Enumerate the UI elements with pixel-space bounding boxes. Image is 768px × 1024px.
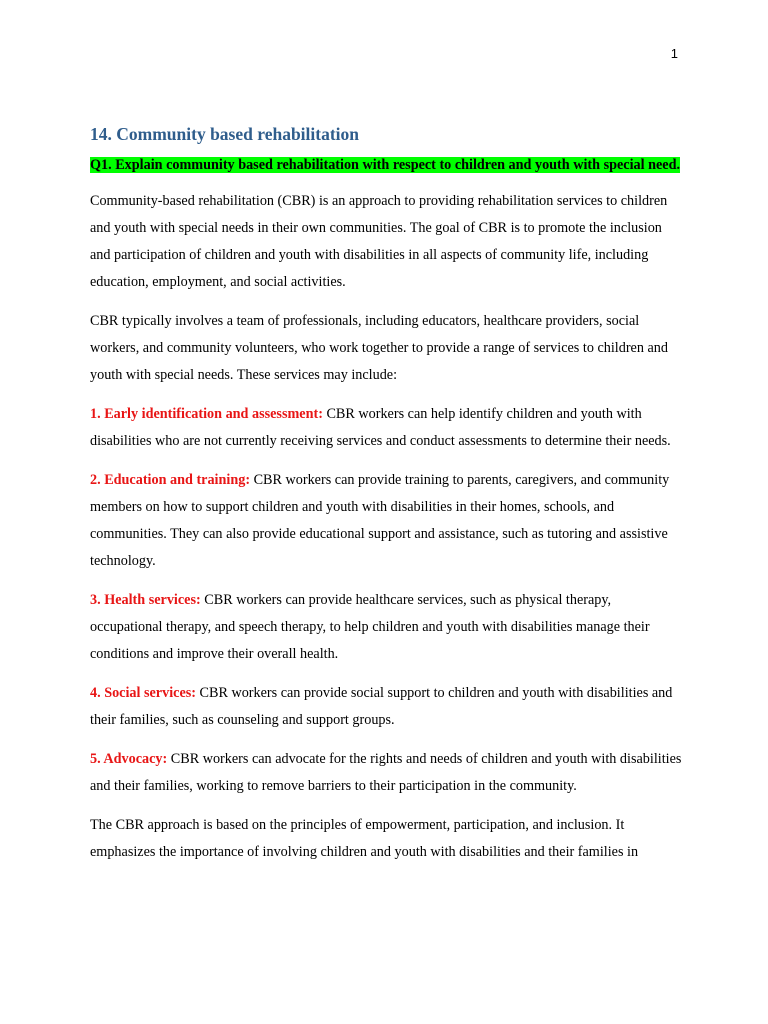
service-text: CBR workers can provide training to parents, caregivers, and community members on how to support children and youth with disabilities in their homes, schools, and communities. They can also provide educational support and assistance, such as tutoring and assistive technology. [90,472,670,569]
intro-paragraph-1: Community-based rehabilitation (CBR) is an approach to providing rehabilitation services to children and youth with special needs in their own communities. The goal of CBR is to promote the inclusion and participation of children and youth with disabilities in all aspects of community life, including education, employment, and social activities. [90,193,668,290]
service-text: CBR workers can provide social support to children and youth with disabilities and their families, such as counseling and support groups. [90,685,673,728]
service-label: 3. Health services: [90,592,201,608]
document-body [90,122,682,878]
service-text: CBR workers can advocate for the rights and needs of children and youth with disabilities and their families, working to remove barriers to their participation in the community. [90,751,682,794]
service-label: 1. Early identification and assessment: [90,406,323,422]
service-item-health [90,587,682,668]
intro-paragraph-2: CBR typically involves a team of professionals, including educators, healthcare providers, social workers, and community volunteers, who work together to provide a range of services to children and youth with special needs. These services may include: [90,313,668,383]
service-item-social [90,680,682,734]
service-label: 5. Advocacy: [90,751,168,767]
service-item-education [90,467,682,575]
highlighted-question: Q1. Explain community based rehabilitation with respect to children and youth with special need. [90,157,681,173]
service-item-advocacy [90,746,682,800]
question-text [90,152,682,179]
service-text: CBR workers can provide healthcare services, such as physical therapy, occupational therapy, and speech therapy, to help children and youth with disabilities manage their conditions and improve their overall health. [90,592,650,662]
page-number: 1 [670,46,678,61]
service-item-early-identification [90,401,682,455]
service-label: 4. Social services: [90,685,196,701]
service-label: 2. Education and training: [90,472,251,488]
section-heading: 14. Community based rehabilitation [90,124,360,144]
service-text: CBR workers can help identify children and youth with disabilities who are not currently receiving services and conduct assessments to determine their needs. [90,406,671,449]
closing-paragraph: The CBR approach is based on the principles of empowerment, participation, and inclusion. It emphasizes the importance of involving children and youth with disabilities and their families in [90,817,639,860]
